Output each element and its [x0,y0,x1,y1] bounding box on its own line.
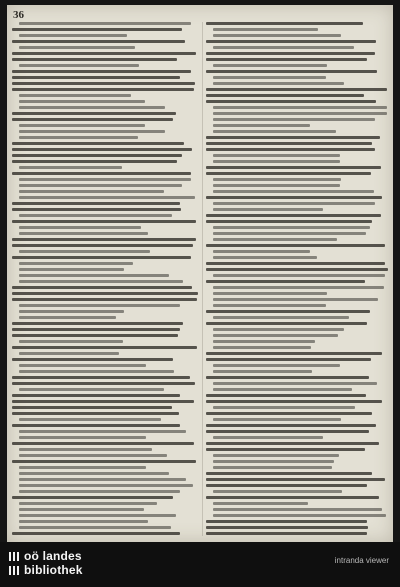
entry-line [12,406,172,409]
entry-line [19,418,161,421]
entry-line [19,316,116,319]
entry-line [206,352,382,355]
entry-line [19,268,124,271]
entry-line [206,520,367,523]
entry-line [12,220,196,223]
entry-line [213,382,377,385]
entry-line [213,82,344,85]
entry-line [12,394,180,397]
entry-line [19,130,165,133]
entry-line [213,250,310,253]
entry-line [12,58,177,61]
entry-line [19,262,133,265]
library-logo-icon [9,566,19,575]
library-logo-icon [9,552,19,561]
entry-line [213,490,342,493]
entry-line [213,232,366,235]
entry-line [206,58,367,61]
entry-line [213,160,340,163]
entry-line [19,232,148,235]
entry-line [12,376,190,379]
entry-line [12,208,181,211]
entry-line [19,448,152,451]
entry-line [206,496,379,499]
entry-line [213,316,349,319]
entry-line [213,106,387,109]
entry-line [12,298,197,301]
entry-line [213,256,317,259]
entry-line [19,490,180,493]
entry-line [12,88,194,91]
entry-line [213,370,312,373]
entry-line [213,388,352,391]
entry-line [19,520,148,523]
entry-line [12,118,173,121]
entry-line [206,448,365,451]
entry-line [206,100,376,103]
entry-line [19,100,145,103]
entry-line [206,376,369,379]
entry-line [19,274,169,277]
entry-line [12,40,185,43]
entry-line [213,436,323,439]
entry-line [206,532,367,535]
entry-line [206,40,376,43]
entry-line [213,274,385,277]
entry-line [19,46,135,49]
entry-line [12,172,191,175]
entry-line [19,124,145,127]
entry-line [206,172,371,175]
entry-line [19,364,146,367]
viewer-credit[interactable]: intranda viewer [334,556,389,565]
entry-line [206,526,368,529]
entry-line [12,238,196,241]
entry-line [19,388,164,391]
entry-line [213,286,384,289]
entry-line [213,208,323,211]
entry-line [19,94,131,97]
entry-line [213,346,311,349]
entry-line [19,430,186,433]
entry-line [213,340,315,343]
entry-line [12,70,191,73]
entry-line [12,160,177,163]
entry-line [12,142,184,145]
entry-line [12,202,180,205]
entry-line [19,214,172,217]
entry-line [19,136,138,139]
entry-line [19,310,124,313]
entry-line [213,154,340,157]
entry-line [19,34,127,37]
entry-line [206,424,376,427]
entry-line [12,148,192,151]
entry-line [12,412,179,415]
entry-line [12,28,182,31]
entry-line [206,478,385,481]
entry-line [206,70,377,73]
entry-line [213,406,355,409]
entry-line [12,52,196,55]
entry-line [12,346,197,349]
entry-line [206,400,382,403]
entry-line [19,196,195,199]
entry-column-left [12,22,198,538]
entry-line [213,304,326,307]
entry-line [206,310,370,313]
entry-line [19,280,183,283]
entry-line [12,400,194,403]
entry-line [19,478,186,481]
entry-line [213,190,374,193]
column-divider [202,22,203,536]
page-number: 36 [13,9,24,21]
entry-line [12,424,180,427]
entry-line [206,52,375,55]
entry-column-right [206,22,388,538]
entry-line [206,484,367,487]
entry-line [12,322,183,325]
entry-line [213,34,341,37]
entry-line [206,442,379,445]
entry-line [213,238,337,241]
entry-line [206,394,366,397]
entry-line [19,454,167,457]
entry-line [206,358,371,361]
entry-line [213,226,370,229]
entry-line [19,190,164,193]
entry-line [206,262,385,265]
entry-line [213,178,341,181]
entry-line [19,304,180,307]
entry-line [19,502,157,505]
entry-line [206,88,387,91]
entry-line [19,514,176,517]
entry-line [12,496,173,499]
entry-line [206,220,372,223]
entry-line [213,364,340,367]
entry-line [19,250,150,253]
entry-line [19,178,191,181]
entry-line [19,370,174,373]
entry-line [12,328,180,331]
entry-line [206,322,367,325]
entry-line [12,82,195,85]
entry-line [206,412,372,415]
entry-line [206,214,381,217]
entry-line [213,454,339,457]
entry-line [213,184,340,187]
entry-line [19,472,169,475]
entry-line [12,532,180,535]
entry-line [213,118,375,121]
entry-line [12,442,194,445]
entry-line [12,358,173,361]
entry-line [206,196,382,199]
entry-line [19,466,146,469]
entry-line [213,508,382,511]
entry-line [206,136,380,139]
entry-line [213,514,386,517]
entry-line [213,202,375,205]
entry-line [12,76,180,79]
entry-line [12,292,198,295]
entry-line [19,352,119,355]
entry-line [19,484,193,487]
entry-line [213,292,327,295]
entry-line [213,298,378,301]
entry-line [19,508,144,511]
entry-line [213,466,332,469]
entry-line [19,526,171,529]
viewer-footer [0,542,400,587]
entry-line [213,502,308,505]
entry-line [12,244,193,247]
entry-line [213,28,318,31]
entry-line [12,286,192,289]
entry-line [19,64,139,67]
entry-line [19,184,182,187]
entry-line [213,334,338,337]
entry-line [19,226,141,229]
entry-line [206,148,375,151]
entry-line [19,106,165,109]
entry-line [12,256,191,259]
entry-line [206,244,385,247]
entry-line [206,94,364,97]
entry-line [213,130,336,133]
entry-line [213,112,387,115]
entry-line [206,142,372,145]
entry-line [213,124,310,127]
entry-line [206,430,369,433]
entry-line [213,328,344,331]
entry-line [206,268,388,271]
entry-line [12,112,176,115]
scanned-page [7,5,393,542]
entry-line [206,280,365,283]
entry-line [19,22,191,25]
entry-line [213,64,327,67]
entry-line [206,472,372,475]
entry-line [213,46,354,49]
library-name-line2: bibliothek [24,563,83,577]
entry-line [19,166,122,169]
library-name-line1: oö landes [24,549,82,563]
entry-line [213,418,341,421]
entry-line [12,382,195,385]
library-logo[interactable] [9,549,83,577]
entry-line [213,76,326,79]
entry-line [19,436,146,439]
entry-line [206,22,363,25]
entry-line [206,166,381,169]
entry-line [213,460,334,463]
entry-line [12,334,178,337]
entry-line [19,340,123,343]
entry-line [12,460,196,463]
entry-line [12,154,182,157]
